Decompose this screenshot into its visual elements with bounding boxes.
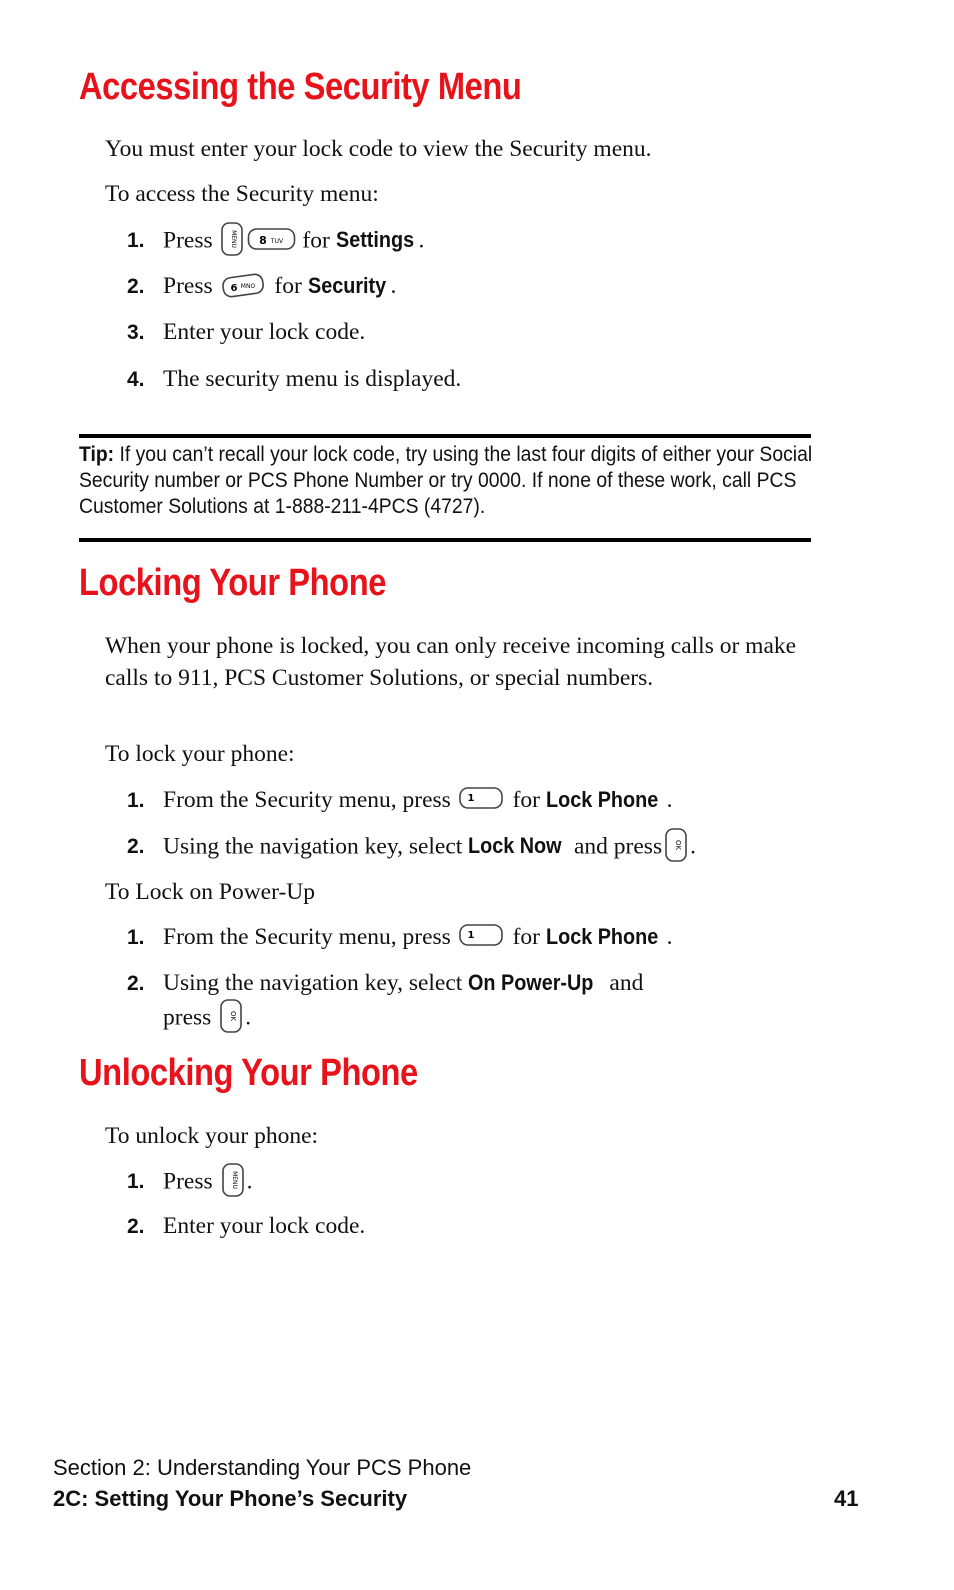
unlock-step-1 bbox=[127, 1165, 253, 1201]
page-number: 41 bbox=[834, 1486, 859, 1511]
step-text: From the Security menu, press bbox=[163, 787, 451, 813]
step-number: 2. bbox=[127, 835, 145, 859]
step-2 bbox=[127, 270, 396, 303]
key-1-digit: 1 bbox=[467, 929, 475, 941]
powerup-step-2-cont bbox=[163, 1001, 251, 1037]
tip-bottom-rule bbox=[79, 538, 811, 542]
section-title-unlocking-phone: Unlocking Your Phone bbox=[79, 1052, 418, 1094]
footer-section-label: Section 2: Understanding Your PCS Phone bbox=[53, 1455, 472, 1480]
step-number: 3. bbox=[127, 321, 145, 344]
step-4 bbox=[127, 363, 461, 396]
lead-paragraph: To access the Security menu: bbox=[105, 181, 379, 207]
step-punct: . bbox=[246, 1168, 253, 1195]
intro-paragraph: You must enter your lock code to view the Security menu. bbox=[105, 136, 652, 162]
tip-text: If you can’t recall your lock code, try using the last four digits of either your Social Security number or PCS Phone Number or try 0000. If none of these work, call PCS Customer Solutions at 1-888-211-4PCS (4727). bbox=[79, 442, 813, 518]
ok-key-icon bbox=[662, 827, 690, 863]
step-text-for: for bbox=[274, 273, 302, 299]
lead-paragraph: To lock your phone: bbox=[105, 741, 295, 767]
step-punct: . bbox=[390, 273, 397, 299]
step-number: 2. bbox=[127, 275, 145, 298]
step-number: 2. bbox=[127, 972, 145, 995]
step-number: 1. bbox=[127, 789, 145, 812]
step-punct: . bbox=[245, 1004, 252, 1031]
step-text: The security menu is displayed. bbox=[163, 366, 462, 392]
step-number: 1. bbox=[127, 1170, 145, 1194]
step-text: Using the navigation key, select bbox=[163, 833, 463, 860]
lock-phone-label: Lock Phone bbox=[545, 787, 659, 812]
step-text: Enter your lock code. bbox=[163, 1213, 366, 1239]
step-punct: . bbox=[690, 833, 696, 860]
on-power-up-label: On Power-Up bbox=[468, 970, 594, 995]
step-text-press: press bbox=[163, 1004, 212, 1031]
menu-key-icon bbox=[219, 221, 247, 257]
key-1-digit: 1 bbox=[467, 792, 475, 804]
tip-label: Tip: bbox=[79, 442, 115, 466]
lead-paragraph: To unlock your phone: bbox=[105, 1123, 319, 1149]
step-1 bbox=[127, 224, 424, 260]
step-text-for: for bbox=[512, 924, 540, 950]
step-punct: . bbox=[666, 787, 673, 813]
step-3 bbox=[127, 316, 365, 349]
menu-key-label: MENU bbox=[230, 1171, 238, 1189]
lead-power-up: To Lock on Power-Up bbox=[105, 879, 315, 905]
security-label: Security bbox=[307, 273, 386, 298]
step-text: Press bbox=[163, 227, 213, 254]
step-punct: . bbox=[418, 227, 425, 254]
menu-key-label: MENU bbox=[229, 230, 237, 248]
lock-step-1 bbox=[127, 784, 672, 817]
step-text-and-press: and press bbox=[573, 833, 663, 860]
lock-step-2 bbox=[127, 830, 696, 866]
tip-top-rule bbox=[79, 434, 811, 438]
step-text: From the Security menu, press bbox=[163, 924, 451, 950]
key-6-digit: 6 bbox=[230, 282, 237, 294]
unlock-step-2 bbox=[127, 1210, 365, 1243]
ok-key-label: OK bbox=[229, 1010, 238, 1022]
step-text-for: for bbox=[302, 227, 330, 254]
intro-paragraph: When your phone is locked, you can only receive incoming calls or make calls to 911, PCS Customer Solutions, or special numbers. bbox=[105, 633, 797, 691]
step-number: 1. bbox=[127, 229, 145, 253]
key-8-letters: TUV bbox=[270, 238, 283, 245]
powerup-step-1 bbox=[127, 921, 672, 954]
step-text-for: for bbox=[512, 787, 540, 813]
step-text: Press bbox=[163, 273, 213, 299]
1-key-icon bbox=[457, 923, 507, 949]
section-title-locking-phone: Locking Your Phone bbox=[79, 562, 386, 604]
step-text-and: and bbox=[609, 970, 644, 996]
section-title-accessing-security: Accessing the Security Menu bbox=[79, 66, 522, 108]
8-tuv-key-icon bbox=[247, 226, 297, 252]
key-8-digit: 8 bbox=[258, 234, 267, 247]
step-number: 1. bbox=[127, 926, 145, 949]
1-key-icon bbox=[457, 786, 507, 812]
step-number: 4. bbox=[127, 368, 145, 391]
6-mno-key-icon bbox=[219, 272, 269, 298]
powerup-step-2 bbox=[127, 967, 643, 1000]
step-text: Press bbox=[163, 1168, 213, 1195]
step-punct: . bbox=[666, 924, 673, 950]
tip-box bbox=[79, 441, 813, 519]
lock-now-label: Lock Now bbox=[468, 833, 562, 859]
lock-phone-label: Lock Phone bbox=[545, 924, 659, 949]
key-6-letters: MNO bbox=[240, 282, 255, 290]
step-number: 2. bbox=[127, 1215, 145, 1238]
ok-key-icon bbox=[217, 998, 245, 1034]
settings-label: Settings bbox=[335, 227, 414, 253]
menu-key-icon bbox=[219, 1162, 247, 1198]
step-text: Using the navigation key, select bbox=[163, 970, 463, 996]
step-text: Enter your lock code. bbox=[163, 319, 366, 345]
footer-chapter-label: 2C: Setting Your Phone’s Security bbox=[53, 1486, 408, 1511]
ok-key-label: OK bbox=[674, 839, 683, 851]
